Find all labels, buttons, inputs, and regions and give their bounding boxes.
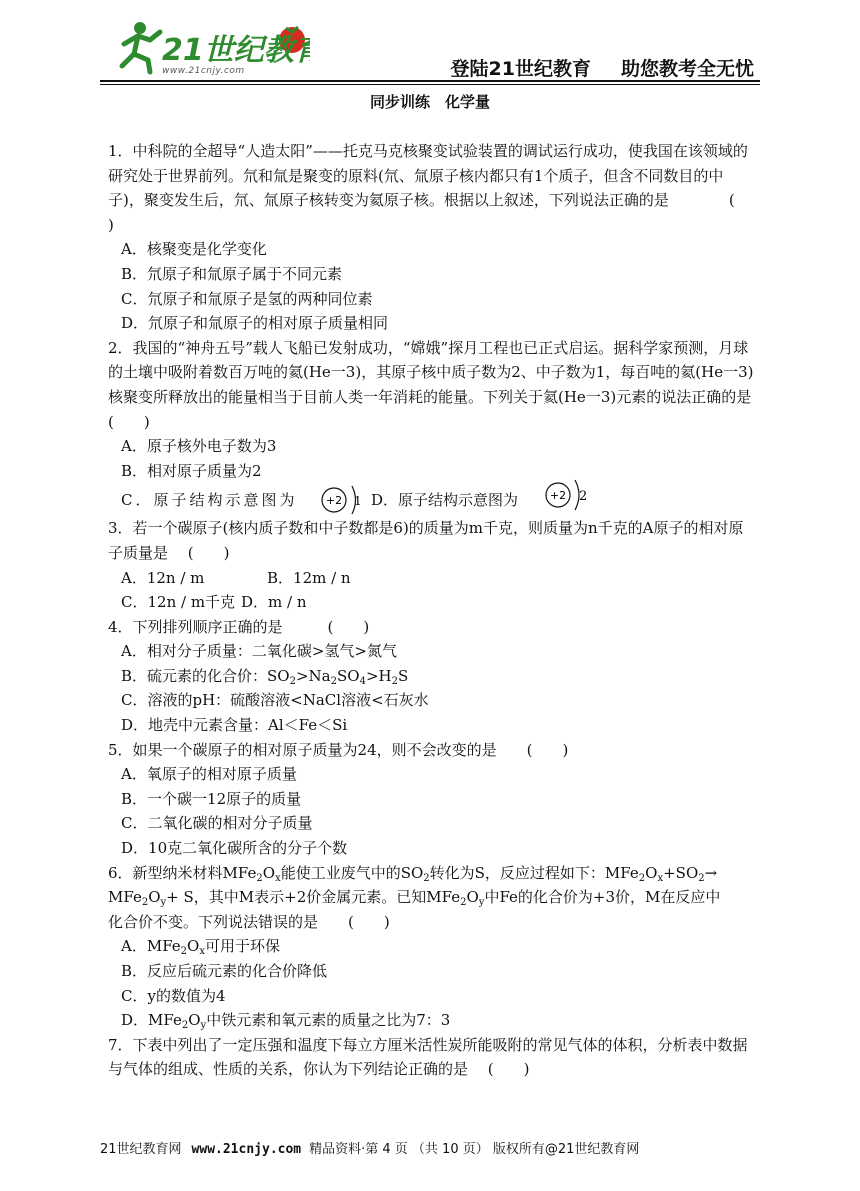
question-6-option-c: C．y的数值为4 bbox=[121, 986, 226, 1005]
footer-info: 精品资料·第 4 页 （共 10 页） 版权所有@21世纪教育网 bbox=[309, 1142, 640, 1157]
question-7-stem: 7．下表中列出了一定压强和温度下每立方厘米活性炭所能吸附的常见气体的体积，分析表中数据与气体的组成、性质的关系，你认为下列结论正确的是 ( ) bbox=[108, 1035, 748, 1079]
question-1-option-c: C．氘原子和氚原子是氢的两种同位素 bbox=[121, 289, 373, 308]
header-rule-thin bbox=[100, 84, 760, 85]
question-3-option-c: C．12n / m千克 bbox=[121, 593, 236, 612]
question-6-stem-line-2: $MFe_2O_y+ S$，其中M表示+2价金属元素。已知$MFe_2O_y$中Fe的化合价为+3价，M在反应中 bbox=[108, 888, 721, 909]
question-4-option-d: D．地壳中元素含量：Al＜Fe＜Si bbox=[121, 716, 348, 735]
question-1-stem: 1．中科院的全超导“人造太阳”——托克马克核聚变试验装置的调试运行成功，使我国在该领域的研究处于世界前列。氘和氚是聚变的原料(氘、氚原子核内都只有1个质子，但含不同数目的中子)，聚变发生后，氘、氚原子核转变为氦原子核。根据以上叙述，下列说法正确的是 ( ) bbox=[108, 142, 755, 234]
question-5-option-a: A．氧原子的相对原子质量 bbox=[121, 765, 297, 784]
question-6-option-b: B．反应后硫元素的化合价降低 bbox=[121, 962, 328, 980]
slogan-right: 助您教考全无忧 bbox=[620, 58, 754, 80]
question-6-option-a: A．$MFe_2O_x$可用于环保 bbox=[121, 937, 280, 958]
logo-text: 21世纪教育 bbox=[162, 33, 310, 68]
atom-diagram-d bbox=[543, 476, 593, 516]
question-3-stem: 3．若一个碳原子(核内质子数和中子数都是6)的质量为m千克，则质量为n千克的A原子的相对原子质量是 ( ) bbox=[108, 519, 744, 562]
question-2-options-cd bbox=[108, 483, 758, 516]
header-rule bbox=[100, 80, 760, 82]
question-1-option-d: D．氘原子和氚原子的相对原子质量相同 bbox=[121, 314, 389, 333]
question-1-option-b: B．氘原子和氚原子属于不同元素 bbox=[121, 264, 343, 283]
question-2-option-a: A．原子核外电子数为3 bbox=[121, 437, 277, 456]
atom-diagram-c bbox=[318, 483, 368, 517]
question-3-option-a: A．12n / m bbox=[121, 568, 205, 587]
question-3-options-cd bbox=[108, 590, 758, 615]
question-4-option-b: B．硫元素的化合价：$SO_2>Na_2SO_4>H_2S$ bbox=[121, 666, 409, 687]
svg-text:2: 2 bbox=[579, 489, 588, 505]
question-3-option-b: B．12m / n bbox=[267, 568, 351, 587]
question-3-option-d: D．m / n bbox=[241, 593, 307, 612]
question-4-option-c: C．溶液的pH：硫酸溶液<NaCl溶液<石灰水 bbox=[121, 691, 429, 710]
question-6-option-d: D．$MFe_2O_y$中铁元素和氧元素的质量之比为7：3 bbox=[121, 1011, 451, 1032]
question-2-option-d: D．原子结构示意图为 bbox=[371, 491, 519, 510]
question-5-option-d: D．10克二氧化碳所含的分子个数 bbox=[121, 839, 348, 858]
page-footer bbox=[100, 1138, 760, 1157]
svg-text:1: 1 bbox=[354, 494, 362, 509]
footer-url: www.21cnjy.com bbox=[191, 1142, 302, 1157]
question-5-option-c: C．二氧化碳的相对分子质量 bbox=[121, 814, 313, 833]
question-2-stem: 2．我国的“神舟五号”载人飞船已发射成功，“嫦娥”探月工程也已正式启运。据科学家预测，月球的土壤中吸附着数百万吨的氦(He一3)，其原子核中质子数为2、中子数为1，每百吨的氦(He一3)核聚变所释放出的能量相当于目前人类一年消耗的能量。下列关于氦(He一3)元素的说法正确的是 ( ) bbox=[108, 338, 782, 431]
logo-url: www.21cnjy.com bbox=[162, 66, 245, 76]
svg-text:+2: +2 bbox=[549, 489, 567, 503]
svg-text:+2: +2 bbox=[325, 494, 343, 508]
question-list bbox=[108, 139, 782, 1082]
slogan-left: 登陆21世纪教育 bbox=[450, 58, 591, 80]
question-6-stem-line-3: 化合价不变。下列说法错误的是 ( ) bbox=[108, 912, 390, 931]
question-5-option-b: B．一个碳一12原子的质量 bbox=[121, 789, 302, 808]
footer-site: 21世纪教育网 bbox=[100, 1142, 182, 1157]
document-title: 同步训练 化学量 bbox=[369, 93, 490, 111]
page-header bbox=[100, 14, 760, 84]
question-4-stem: 4．下列排列顺序正确的是 ( ) bbox=[108, 617, 370, 636]
question-3-options-ab bbox=[108, 566, 758, 591]
21cnjy-logo bbox=[110, 14, 310, 80]
header-slogan bbox=[451, 54, 754, 81]
question-4-option-a: A．相对分子质量：二氧化碳>氢气>氮气 bbox=[121, 642, 397, 661]
question-6-stem-line-1: 6．新型纳米材料$MFe_2O_x$能使工业废气中的$SO_2$转化为S，反应过程如下：$MFe_2O_x+SO_2\to$ bbox=[108, 863, 718, 884]
question-2-option-b: B．相对原子质量为2 bbox=[121, 461, 262, 480]
question-2-option-c: C．原子结构示意图为 bbox=[121, 491, 298, 510]
question-5-stem: 5．如果一个碳原子的相对原子质量为24，则不会改变的是 ( ) bbox=[108, 740, 569, 759]
question-1-option-a: A．核聚变是化学变化 bbox=[121, 240, 267, 259]
